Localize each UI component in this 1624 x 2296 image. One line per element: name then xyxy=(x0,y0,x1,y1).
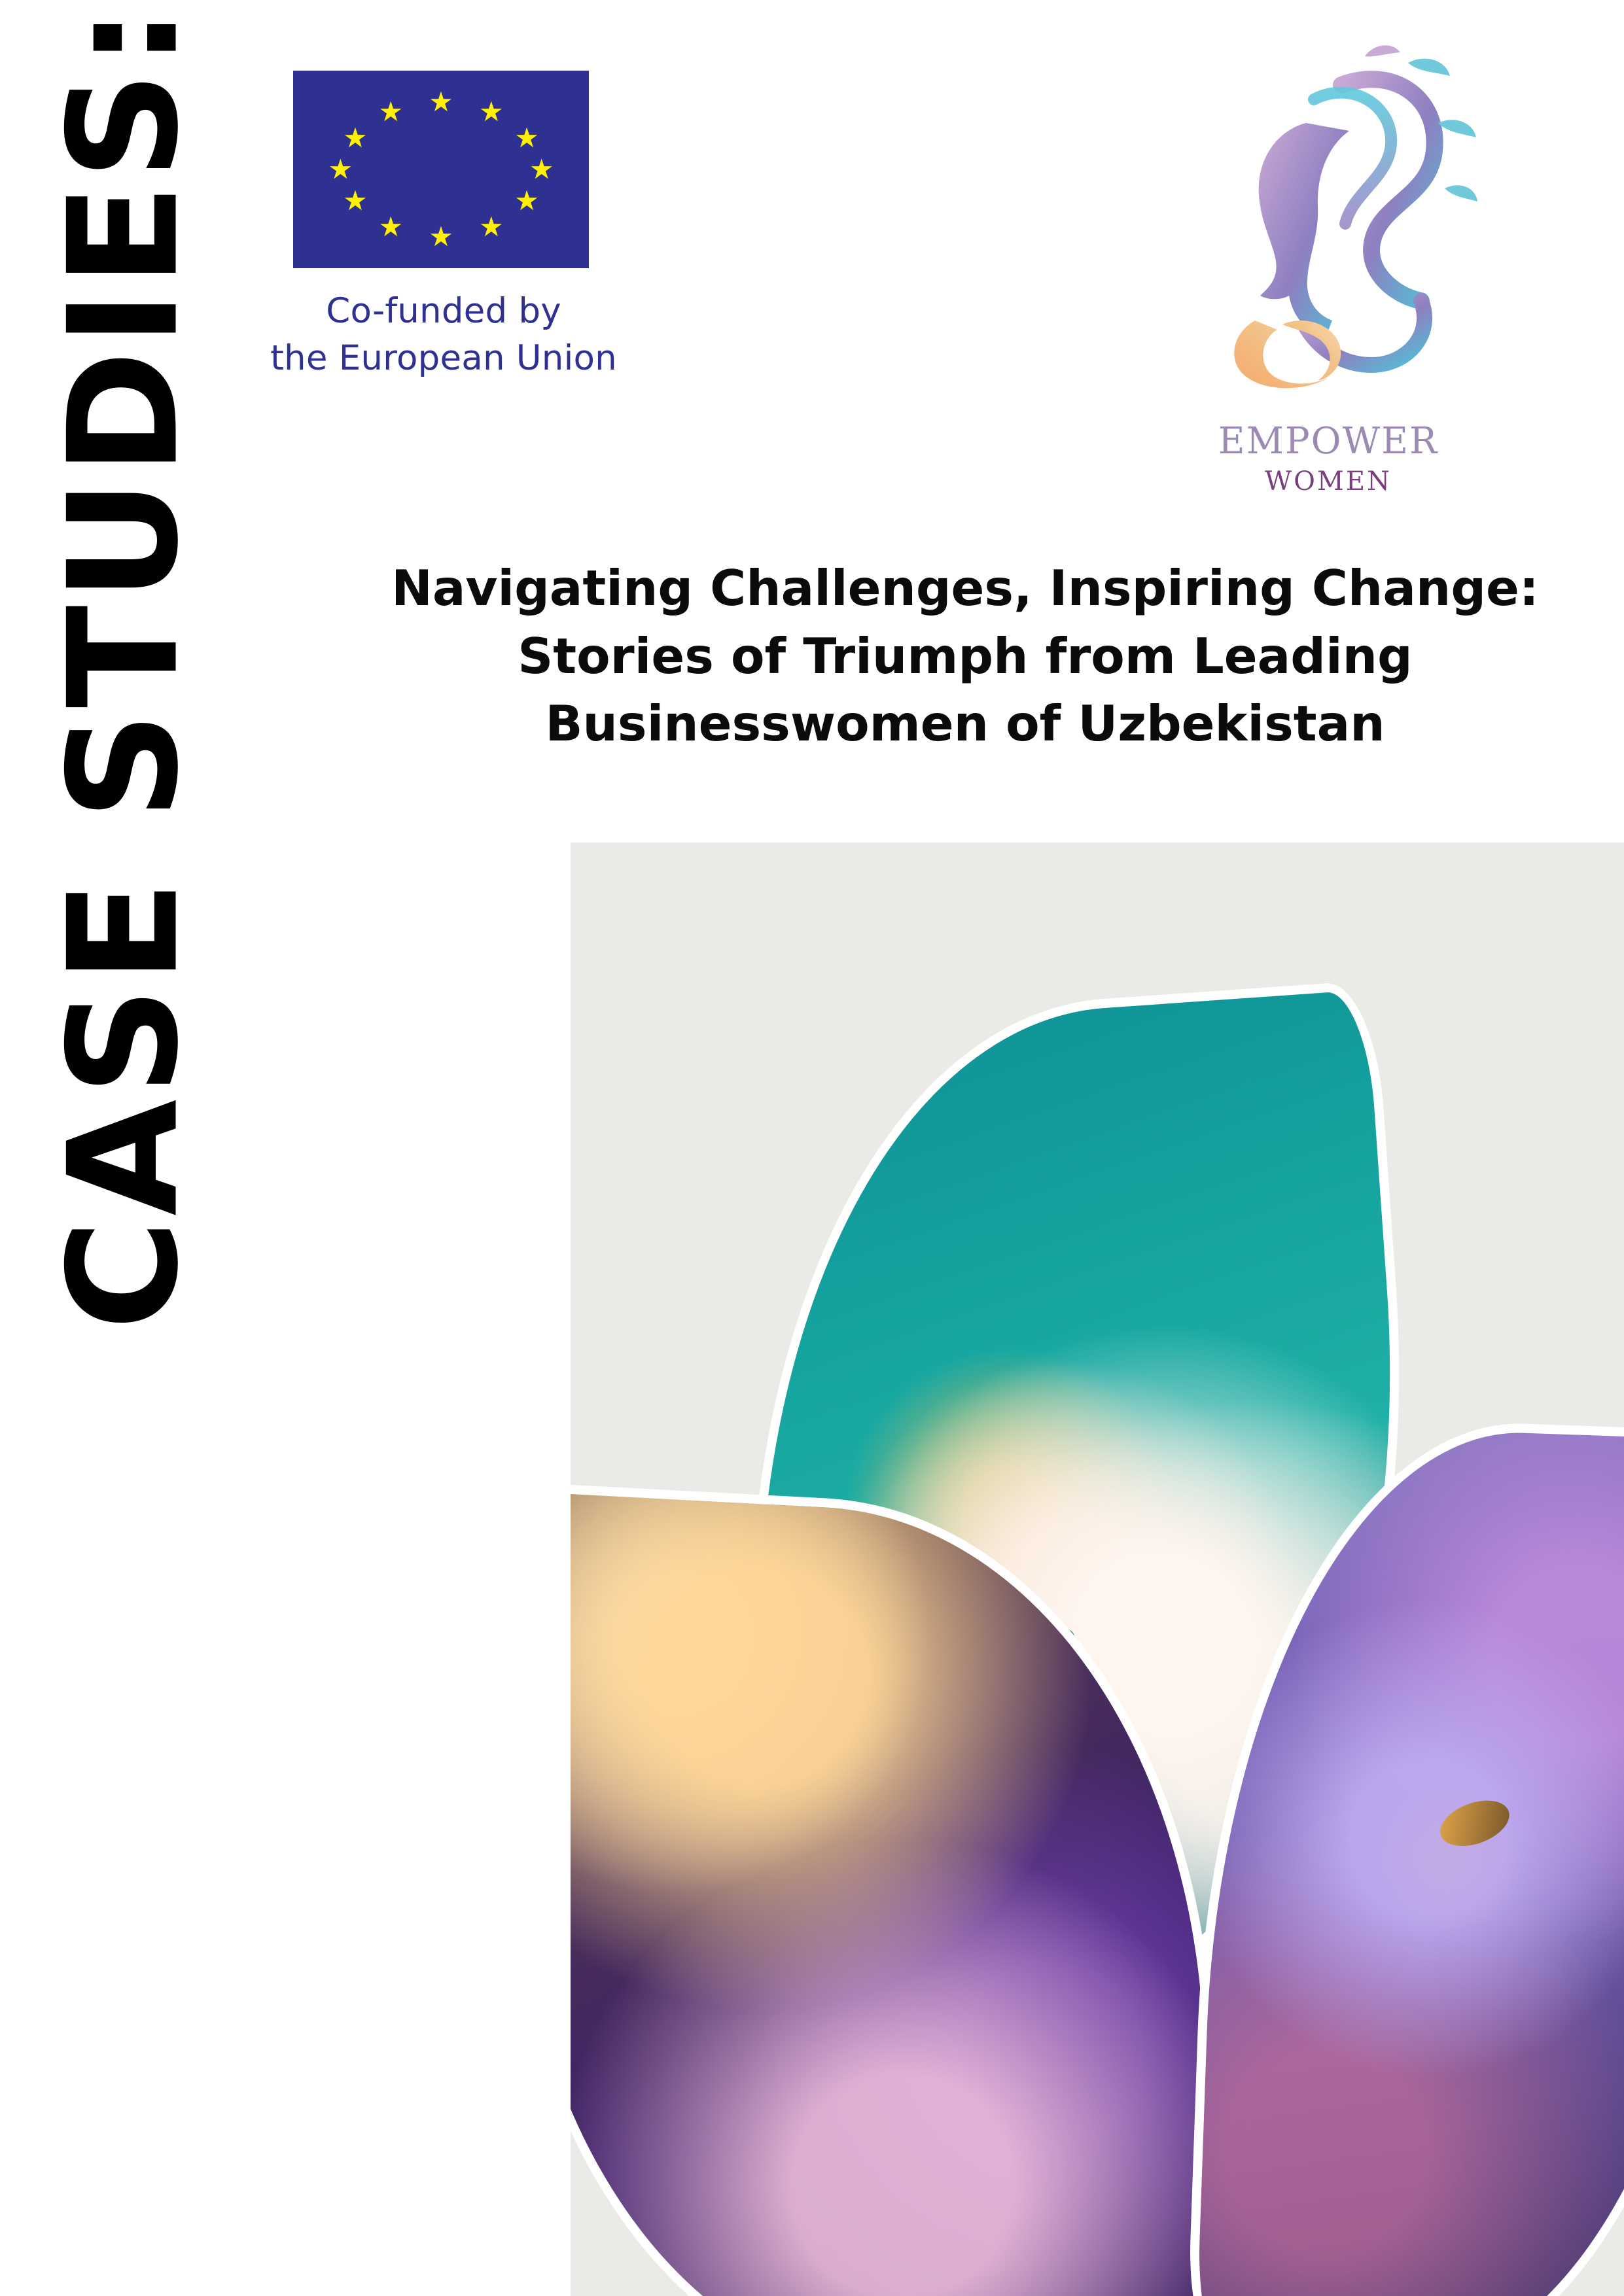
cover-photo-collage xyxy=(571,843,1624,2296)
logo-wordmark-secondary: WOMEN xyxy=(1264,466,1392,496)
eu-flag-icon: ★ ★ ★ ★ ★ ★ ★ ★ ★ ★ ★ ★ xyxy=(293,71,589,268)
page-title-line-3: Businesswomen of Uzbekistan xyxy=(545,695,1385,752)
empower-women-logo-icon xyxy=(1178,39,1479,432)
page-title-line-2: Stories of Triumph from Leading xyxy=(518,627,1413,685)
page-title-line-1: Navigating Challenges, Inspiring Change: xyxy=(391,559,1539,617)
logo-wordmark-primary: EMPOWER xyxy=(1218,420,1439,462)
eu-funding-caption xyxy=(241,288,646,381)
vertical-case-studies-label: CASE STUDIES: xyxy=(37,3,212,1331)
eu-emblem-block xyxy=(241,71,646,381)
project-logo-block xyxy=(1158,39,1498,496)
eu-caption-line-1: Co-funded by xyxy=(326,291,561,331)
page-title xyxy=(353,555,1577,758)
eu-caption-line-2: the European Union xyxy=(270,338,617,378)
